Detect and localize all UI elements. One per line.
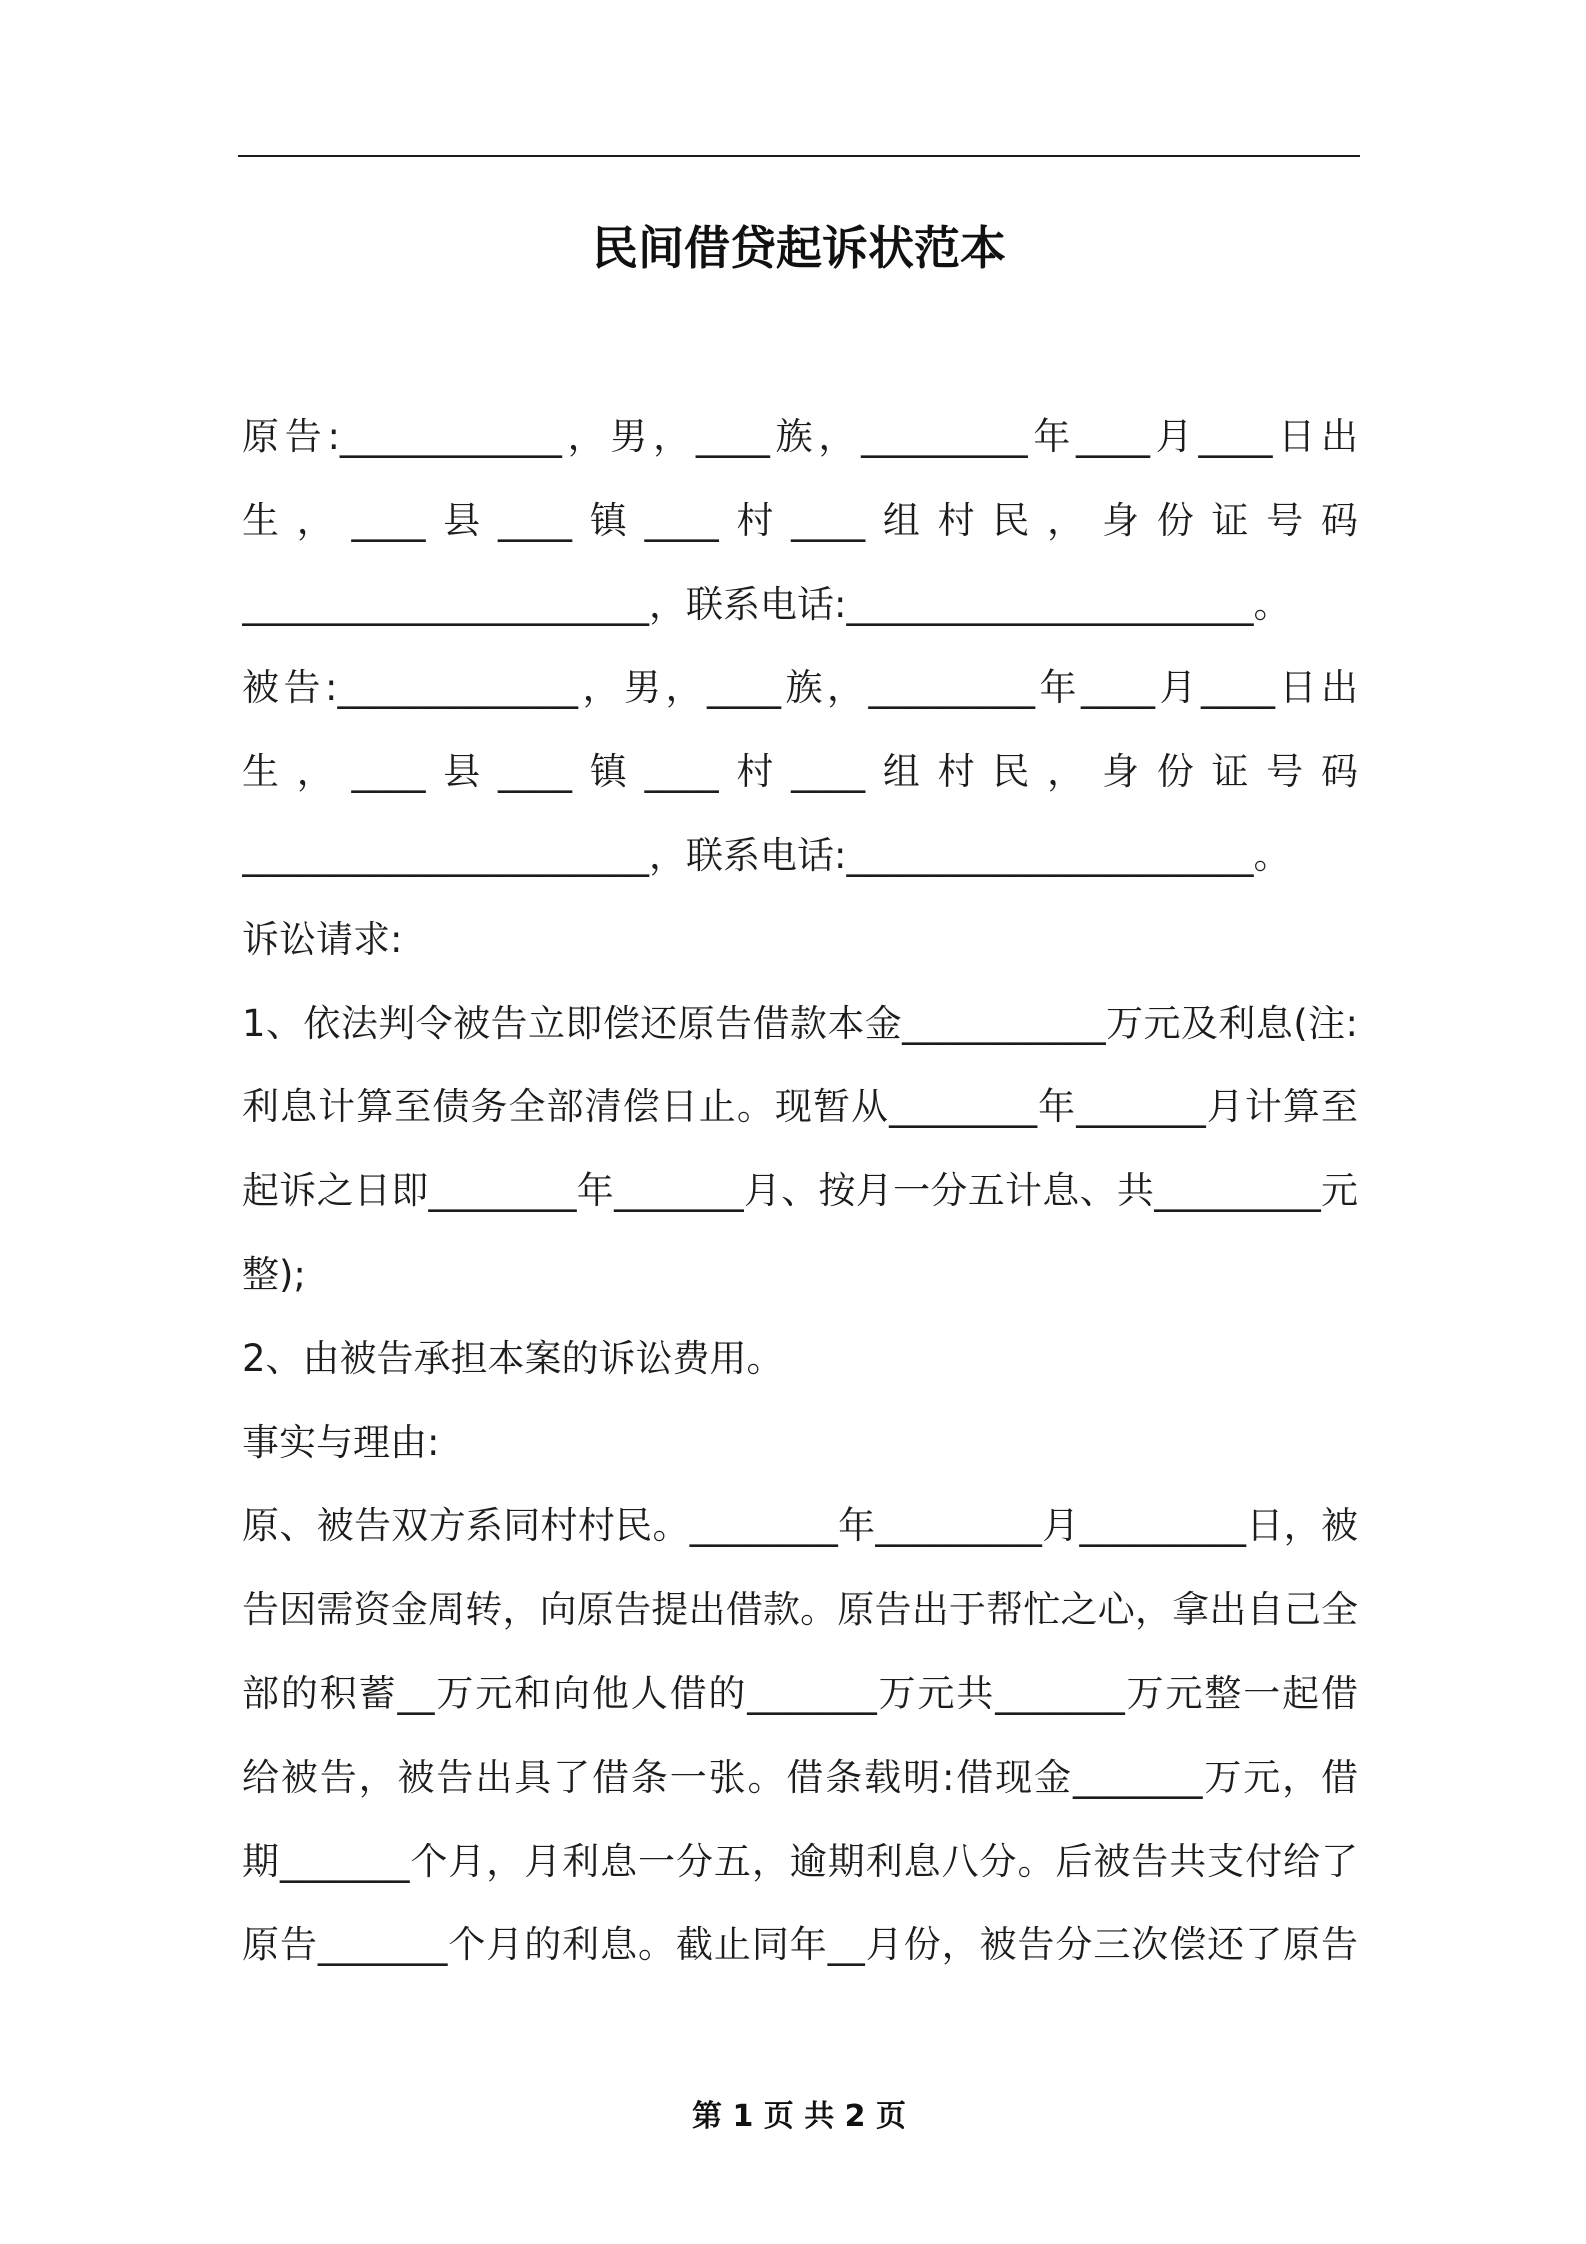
facts-line: 期_______个月，月利息一分五，逾期利息八分。后被告共支付给了: [242, 1839, 1358, 1883]
plaintiff-section: [242, 395, 1358, 646]
claim-line: 利息计算至债务全部清偿日止。现暂从________年_______月计算至: [242, 1085, 1358, 1129]
claims-heading: 诉讼请求:: [242, 917, 403, 961]
facts-line: 原、被告双方系同村村民。________年_________月_________日，被: [242, 1504, 1358, 1548]
facts-section: [242, 1401, 1358, 1988]
plaintiff-line: 原告:____________，男，____族，_________年____月____日出: [242, 415, 1358, 458]
page-footer: 第 1 页 共 2 页: [692, 2099, 906, 2134]
facts-heading: 事实与理由:: [242, 1420, 440, 1464]
claim-line: 2、由被告承担本案的诉讼费用。: [242, 1336, 784, 1380]
claims-section: [242, 898, 1358, 1401]
defendant-line: 被告:_____________，男，____族，_________年____月____日出: [242, 666, 1358, 710]
facts-line: 部的积蓄__万元和向他人借的_______万元共_______万元整一起借: [242, 1671, 1358, 1715]
defendant-section: [242, 646, 1358, 897]
facts-line: 告因需资金周转，向原告提出借款。原告出于帮忙之心，拿出自己全: [242, 1588, 1358, 1632]
header-rule: [238, 155, 1360, 157]
claim-line: 起诉之日即________年_______月、按月一分五计息、共_________元: [242, 1169, 1358, 1213]
claim-line: 1、依法判令被告立即偿还原告借款本金___________万元及利息(注:: [242, 1001, 1358, 1045]
document-body: [242, 395, 1358, 1987]
facts-line: 给被告，被告出具了借条一张。借条载明:借现金_______万元，借: [242, 1755, 1358, 1799]
defendant-line: ______________________，联系电话:______________________。: [242, 833, 1291, 877]
facts-line: 原告_______个月的利息。截止同年__月份，被告分三次偿还了原告: [242, 1923, 1358, 1967]
document-title: 民间借贷起诉状范本: [592, 221, 1006, 275]
claim-line: 整);: [242, 1252, 306, 1296]
plaintiff-line: 生，____县____镇____村____组村民，身份证号码: [242, 498, 1358, 542]
plaintiff-line: ______________________，联系电话:______________________。: [242, 582, 1291, 626]
defendant-line: 生，____县____镇____村____组村民，身份证号码: [242, 750, 1358, 794]
